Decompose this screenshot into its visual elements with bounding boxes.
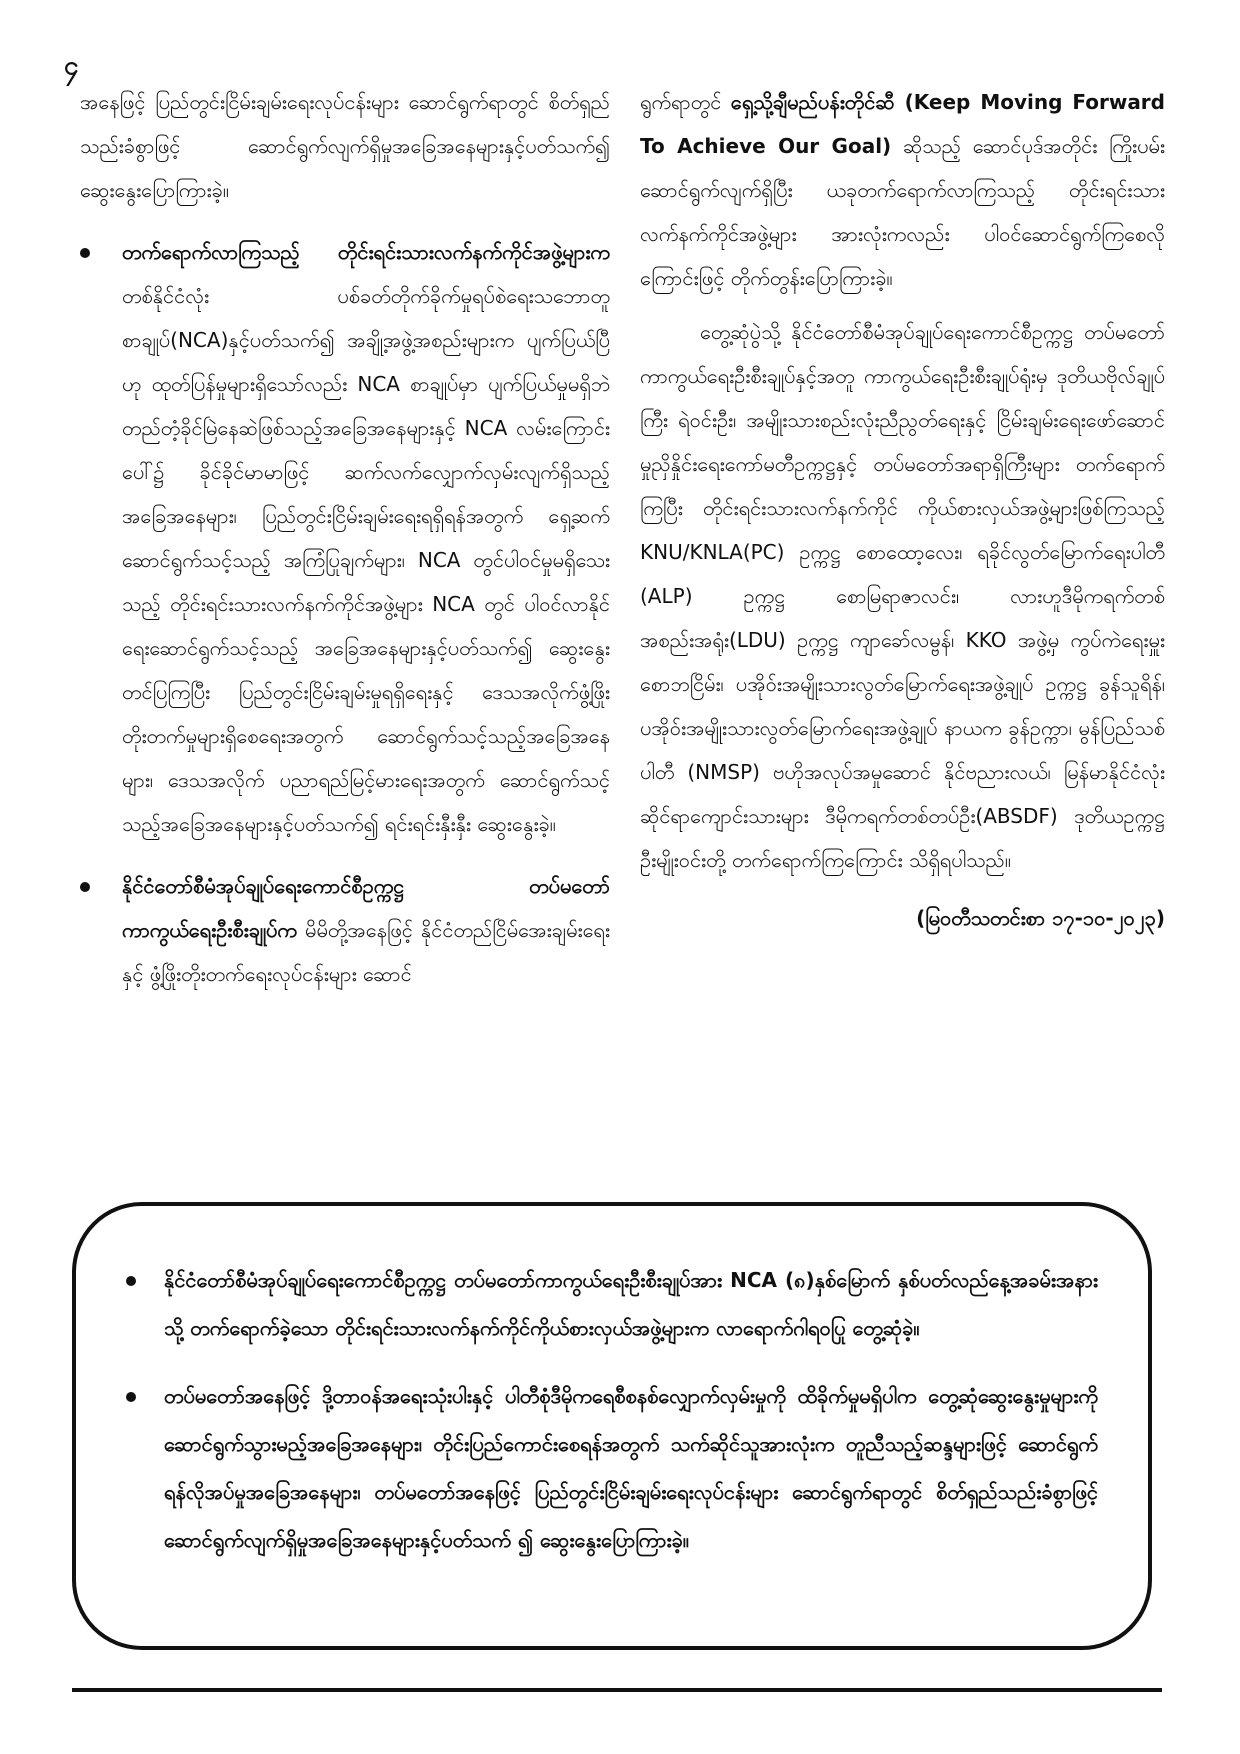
bullet-icon (126, 1276, 136, 1286)
continuation-pre: ရွက်ရာတွင် (640, 90, 731, 114)
slogan: ရှေ့သို့ချီမည်ပန်းတိုင်ဆီ (Keep Moving Forward To Achieve Our Goal) (640, 90, 1165, 158)
bullet-lead: နိုင်ငံတော်စီမံအုပ်ချုပ်ရေးကောင်စီဥက္ကဋ္ဌ တပ်မတော်ကာကွယ်ရေးဦးစီးချုပ်က (122, 874, 610, 942)
summary-box (72, 1202, 1152, 1650)
attendees-paragraph: တွေ့ဆုံပွဲသို့ နိုင်ငံတော်စီမံအုပ်ချုပ်ရေးကောင်စီဥက္ကဋ္ဌ တပ်မတော်ကာကွယ်ရေးဦးစီးချုပ်နှင့်အတူ ကာကွယ်ရေးဦးစီးချုပ်ရုံးမှ ဒုတိယဗိုလ်ချုပ်ကြီး ရဲဝင်းဦး၊ အမျိုးသားစည်းလုံးညီညွတ်ရေးနှင့် ငြိမ်းချမ်းရေးဖော်ဆောင်မှုညှိနှိုင်းရေးကော်မတီဥက္ကဋ္ဌနှင့် တပ်မတော်အရာရှိကြီးများ တက်ရောက်ကြပြီး တိုင်းရင်းသားလက်နက်ကိုင် ကိုယ်စားလှယ်အဖွဲ့များဖြစ်ကြသည့် KNU/KNLA(PC) ဥက္ကဋ္ဌ စောထော့လေး၊ ရခိုင်လွတ်မြောက်ရေးပါတီ (ALP) ဥက္ကဋ္ဌ စောမြရာဇာလင်း၊ လားဟူဒီမိုကရက်တစ်အစည်းအရုံး(LDU) ဥက္ကဋ္ဌ ကျာခော်လမ္ဗန်၊ KKO အဖွဲ့မှ ကွပ်ကဲရေးမှူး စောဘငြိမ်း၊ ပအိုဝ်းအမျိုးသားလွတ်မြောက်ရေးအဖွဲ့ချုပ် ဥက္ကဋ္ဌ ခွန်သူရိန်၊ ပအိုဝ်းအမျိုးသားလွတ်မြောက်ရေးအဖွဲ့ချုပ် နာယက ခွန်ဥက္ကာ၊ မွန်ပြည်သစ်ပါတီ (NMSP) ဗဟိုအလုပ်အမှုဆောင် နိုင်ဗညားလယ်၊ မြန်မာနိုင်ငံလုံးဆိုင်ရာကျောင်းသားများ ဒီမိုကရက်တစ်တပ်ဦး(ABSDF) ဒုတိယဥက္ကဋ္ဌ ဦးမျိုးဝင်းတို့ တက်ရောက်ကြကြောင်း သိရှိရပါသည်။ (640, 320, 1165, 872)
left-column (80, 80, 610, 1010)
bullet-icon (80, 248, 90, 258)
bullet-item-commander (80, 864, 610, 996)
bottom-divider (72, 1688, 1162, 1692)
summary-item (126, 1256, 1098, 1352)
bullet-lead: တက်ရောက်လာကြသည့် တိုင်းရင်းသားလက်နက်ကိုင်အဖွဲ့များက (122, 240, 610, 264)
right-column (640, 80, 1165, 960)
bullet-body: တစ်နိုင်ငံလုံး ပစ်ခတ်တိုက်ခိုက်မှုရပ်စဲရေးသဘောတူစာချုပ်(NCA)နှင့်ပတ်သက်၍ အချို့အဖွဲ့အစည်းများက ပျက်ပြယ်ပြီဟု ထုတ်ပြန်မှုများရှိသော်လည်း NCA စာချုပ်မှာ ပျက်ပြယ်မှုမရှိဘဲ တည်တံ့ခိုင်မြဲနေဆဲဖြစ်သည့်အခြေအနေများနှင့် NCA လမ်းကြောင်းပေါ်၌ ခိုင်ခိုင်မာမာဖြင့် ဆက်လက်လျှောက်လှမ်းလျက်ရှိသည့် အခြေအနေများ၊ ပြည်တွင်းငြိမ်းချမ်းရေးရရှိရန်အတွက် ရှေ့ဆက်ဆောင်ရွက်သင့်သည့် အကြံပြုချက်များ၊ NCA တွင်ပါဝင်မှုမရှိသေးသည့် တိုင်းရင်းသားလက်နက်ကိုင်အဖွဲ့များ NCA တွင် ပါဝင်လာနိုင်ရေးဆောင်ရွက်သင့်သည့် အခြေအနေများနှင့်ပတ်သက်၍ ဆွေးနွေးတင်ပြကြပြီး ပြည်တွင်းငြိမ်းချမ်းမှုရရှိရေးနှင့် ဒေသအလိုက်ဖွံ့ဖြိုးတိုးတက်မှုများရှိစေရေးအတွက် ဆောင်ရွက်သင့်သည့်အခြေအနေများ၊ ဒေသအလိုက် ပညာရည်မြင့်မားရေးအတွက် ဆောင်ရွက်သင့်သည့်အခြေအနေများနှင့်ပတ်သက်၍ ရင်းရင်းနှီးနှီး ဆွေးနွေးခဲ့။ (122, 284, 610, 836)
bullet-icon (80, 882, 90, 892)
summary-item-text: နိုင်ငံတော်စီမံအုပ်ချုပ်ရေးကောင်စီဥက္ကဋ္ဌ တပ်မတော်ကာကွယ်ရေးဦးစီးချုပ်အား NCA (၈)နှစ်မြောက် နှစ်ပတ်လည်နေ့အခမ်းအနားသို့ တက်ရောက်ခဲ့သော တိုင်းရင်းသားလက်နက်ကိုင်ကိုယ်စားလှယ်အဖွဲ့များက လာရောက်ဂါရဝပြု တွေ့ဆုံခဲ့။ (164, 1268, 1098, 1340)
summary-item (126, 1372, 1098, 1564)
summary-item-text: တပ်မတော်အနေဖြင့် ဒို့တာဝန်အရေးသုံးပါးနှင့် ပါတီစုံဒီမိုကရေစီစနစ်လျှောက်လှမ်းမှုကို ထိခိုက်မှုမရှိပါက တွေ့ဆုံဆွေးနွေးမှုများကို ဆောင်ရွက်သွားမည့်အခြေအနေများ၊ တိုင်းပြည်ကောင်းစေရန်အတွက် သက်ဆိုင်သူအားလုံးက တူညီသည့်ဆန္ဒများဖြင့် ဆောင်ရွက်ရန်လိုအပ်မှုအခြေအနေများ၊ တပ်မတော်အနေဖြင့် ပြည်တွင်းငြိမ်းချမ်းရေးလုပ်ငန်းများ ဆောင်ရွက်ရာတွင် စိတ်ရှည်သည်းခံစွာဖြင့် ဆောင်ရွက်လျက်ရှိမှုအခြေအနေများနှင့်ပတ်သက် ၍ ဆွေးနွေးပြောကြားခဲ့။ (164, 1384, 1098, 1552)
page-number: ၄ (64, 51, 79, 81)
source-citation: (မြဝတီသတင်းစာ ၁၇-၁၀-၂၀၂၃) (916, 906, 1165, 930)
bullet-body: မိမိတို့အနေဖြင့် နိုင်ငံတည်ငြိမ်အေးချမ်းရေးနှင့် ဖွံ့ဖြိုးတိုးတက်ရေးလုပ်ငန်းများ ဆောင် (122, 918, 610, 986)
bullet-item-ethnic-groups (80, 230, 610, 846)
continuation-post: ဆိုသည့် ဆောင်ပုဒ်အတိုင်း ကြိုးပမ်းဆောင်ရွက်လျက်ရှိပြီး ယခုတက်ရောက်လာကြသည့် တိုင်းရင်းသားလက်နက်ကိုင်အဖွဲ့များ အားလုံးကလည်း ပါဝင်ဆောင်ရွက်ကြစေလိုကြောင်းဖြင့် တိုက်တွန်းပြောကြားခဲ့။ (640, 134, 1165, 290)
bullet-icon (126, 1392, 136, 1402)
continuation-paragraph (640, 80, 1165, 300)
intro-paragraph: အနေဖြင့် ပြည်တွင်းငြိမ်းချမ်းရေးလုပ်ငန်းများ ဆောင်ရွက်ရာတွင် စိတ်ရှည်သည်းခံစွာဖြင့် ဆောင်ရွက်လျက်ရှိမှုအခြေအနေများနှင့်ပတ်သက်၍ ဆွေးနွေးပြောကြားခဲ့။ (80, 90, 610, 202)
